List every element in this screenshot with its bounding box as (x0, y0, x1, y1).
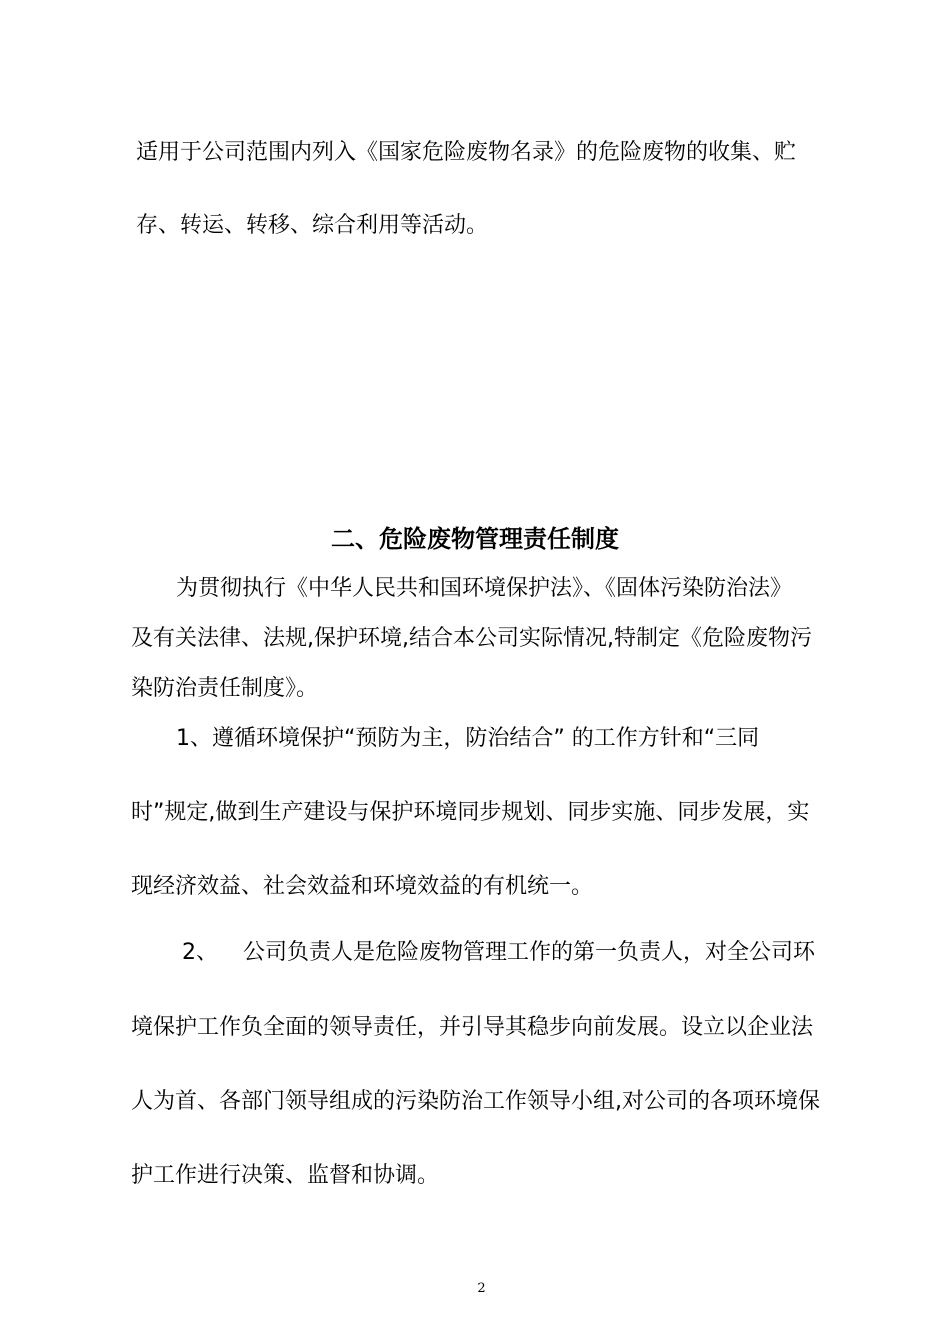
list-item-2-line-1: 公司负责人是危险废物管理工作的第一负责人，对全公司环 (243, 940, 816, 965)
intro-line-2: 存、转运、转移、综合利用等活动。 (136, 213, 489, 238)
list-item-1-line-3: 现经济效益、社会效益和环境效益的有机统一。 (131, 874, 594, 899)
list-item-1-line-2: 时”规定,做到生产建设与保护环境同步规划、同步实施、同步发展，实 (131, 800, 810, 825)
section-title: 二、危险废物管理责任制度 (331, 525, 619, 553)
list-item-2-line-4: 护工作进行决策、监督和协调。 (131, 1163, 440, 1188)
list-item-2-line-2: 境保护工作负全面的领导责任，并引导其稳步向前发展。设立以企业法 (131, 1015, 814, 1040)
list-item-1-line-1: 1、遵循环境保护“预防为主，防治结合” 的工作方针和“三同 (176, 726, 760, 751)
section-intro-line-3: 染防治责任制度》。 (131, 676, 319, 701)
list-item-2-line-3: 人为首、各部门领导组成的污染防治工作领导小组,对公司的各项环境保 (131, 1089, 820, 1114)
section-intro-line-2: 及有关法律、法规,保护环境,结合本公司实际情况,特制定《危险废物污 (131, 626, 812, 651)
section-intro-line-1: 为贯彻执行《中华人民共和国环境保护法》、《固体污染防治法》 (176, 576, 793, 601)
list-item-2-number: 2、 (182, 940, 218, 965)
intro-line-1: 适用于公司范围内列入《国家危险废物名录》的危险废物的收集、贮 (136, 140, 797, 165)
page-number: 2 (477, 1281, 486, 1296)
